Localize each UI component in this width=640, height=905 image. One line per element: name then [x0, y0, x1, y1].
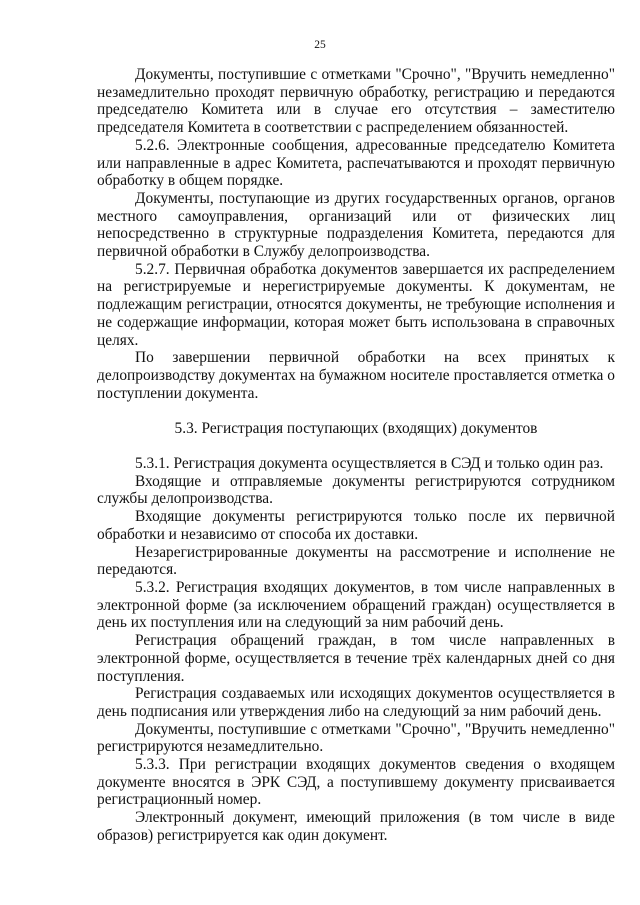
paragraph: Регистрация обращений граждан, в том числе направленных в электронной форме, осуществляется в течение трёх календарных дней со дня поступления. [97, 632, 615, 685]
paragraph: Электронный документ, имеющий приложения (в том числе в виде образов) регистрируется как один документ. [97, 809, 615, 844]
paragraph: 5.3.1. Регистрация документа осуществляется в СЭД и только один раз. [135, 455, 604, 473]
paragraph: По завершении первичной обработки на всех принятых к делопроизводству документах на бумажном носителе проставляется отметка о поступлении документа. [97, 349, 615, 402]
paragraph: Незарегистрированные документы на рассмотрение и исполнение не передаются. [97, 543, 615, 579]
paragraph: Документы, поступающие из других государственных органов, органов местного самоуправления, организаций или от физических лиц непосредственно в структурные подразделения Комитета, передаются для первичной обработки в Службу делопроизводства. [97, 189, 615, 261]
paragraph: Входящие документы регистрируются только после их первичной обработки и независимо от способа их доставки. [97, 508, 615, 543]
paragraph: Документы, поступившие с отметками "Срочно", "Вручить немедленно" незамедлительно проходят первичную обработку, регистрацию и передаются председателю Комитета или в случае его отсутствия – заместителю председателя Комитета в соответствии с распределением обязанностей. [97, 66, 615, 137]
document-body [97, 66, 615, 845]
paragraph: Регистрация создаваемых или исходящих документов осуществляется в день подписания или утверждения либо на следующий за ним рабочий день. [97, 685, 615, 720]
paragraph: 5.2.6. Электронные сообщения, адресованные председателю Комитета или направленные в адрес Комитета, распечатываются и проходят первичную обработку в общем порядке. [97, 136, 615, 190]
paragraph: Входящие и отправляемые документы регистрируются сотрудником службы делопроизводства. [97, 472, 615, 508]
paragraph: 5.3.2. Регистрация входящих документов, в том числе направленных в электронной форме (за исключением обращений граждан) осуществляется в день их поступления или на следующий за ним рабочий день. [97, 578, 615, 632]
paragraph: Документы, поступившие с отметками "Срочно", "Вручить немедленно" регистрируются незамедлительно. [97, 720, 615, 756]
page-number: 25 [314, 39, 326, 51]
paragraph: 5.2.7. Первичная обработка документов завершается их распределением на регистрируемые и нерегистрируемые документы. К документам, не подлежащим регистрации, относятся документы, не требующие исполнения и не содержащие информации, которая может быть использована в справочных целях. [97, 260, 615, 349]
section-heading: 5.3. Регистрация поступающих (входящих) документов [174, 420, 538, 438]
paragraph: 5.3.3. При регистрации входящих документов сведения о входящем документе вносятся в ЭРК СЭД, а поступившему документу присваивается регистрационный номер. [97, 756, 615, 809]
